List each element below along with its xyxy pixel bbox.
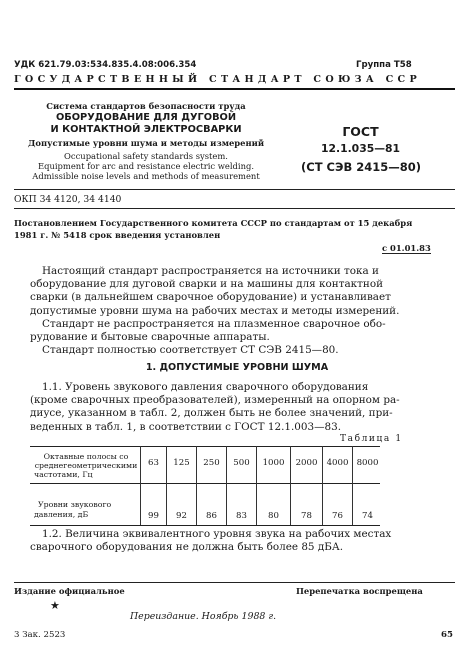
page-number: 65 bbox=[441, 630, 453, 640]
intro-p1-line: сварки (в дальнейшем сварочное оборудование) и устанавливает bbox=[30, 291, 391, 304]
row-header-line: Октавные полосы со bbox=[43, 452, 129, 461]
paragraph-1-1 bbox=[30, 381, 444, 434]
frequency-cell: 250 bbox=[203, 458, 220, 468]
reissue-note: Переиздание. Ноябрь 1988 г. bbox=[130, 611, 277, 622]
table-caption: Таблица 1 bbox=[340, 434, 403, 444]
subtitle: Допустимые уровни шума и методы измерений bbox=[27, 138, 265, 148]
frequency-cell: 4000 bbox=[326, 458, 349, 468]
row-header-line: среднегеометрическими bbox=[34, 461, 138, 470]
level-cell: 86 bbox=[206, 511, 217, 521]
title-rule bbox=[14, 189, 455, 190]
level-cell: 99 bbox=[148, 511, 159, 521]
level-cell: 80 bbox=[268, 511, 279, 521]
effective-date: с 01.01.83 bbox=[382, 243, 431, 253]
table-middle-rule bbox=[30, 483, 380, 484]
title-line-2: И КОНТАКТНОЙ ЭЛЕКТРОСВАРКИ bbox=[50, 124, 242, 135]
frequency-cell: 1000 bbox=[262, 458, 285, 468]
section-1-heading: 1. ДОПУСТИМЫЕ УРОВНИ ШУМА bbox=[145, 362, 329, 373]
english-title-line-3: Admissible noise levels and methods of measurement bbox=[32, 171, 260, 181]
frequency-cell: 63 bbox=[148, 458, 159, 468]
official-edition: Издание официальное bbox=[14, 586, 125, 596]
table-top-rule bbox=[30, 446, 380, 447]
row-header-levels bbox=[34, 500, 138, 519]
p11-line: диусе, указанном в табл. 2, должен быть не более значений, при- bbox=[30, 407, 393, 420]
star-icon: ★ bbox=[50, 599, 60, 612]
state-standard-banner: ГОСУДАРСТВЕННЫЙ СТАНДАРТ СОЮЗА ССР bbox=[14, 74, 422, 85]
row-header-frequencies bbox=[34, 452, 138, 479]
frequency-cell: 125 bbox=[173, 458, 190, 468]
okp-rule bbox=[14, 208, 455, 209]
footer-rule bbox=[14, 582, 455, 583]
system-name: Система стандартов безопасности труда bbox=[46, 101, 246, 111]
decree-line-2: 1981 г. № 5418 срок введения установлен bbox=[14, 230, 221, 240]
intro-p2-line: Стандарт не распространяется на плазменное сварочное обо- bbox=[42, 317, 386, 330]
gost-number: 12.1.035—81 bbox=[320, 142, 401, 155]
header-rule bbox=[14, 88, 455, 90]
intro-p3: Стандарт полностью соответствует СТ СЭВ 2415—80. bbox=[42, 344, 339, 357]
title-line-1: ОБОРУДОВАНИЕ ДЛЯ ДУГОВОЙ bbox=[55, 112, 237, 123]
english-title-line-2: Equipment for arc and resistance electric welding. bbox=[37, 161, 255, 171]
paragraph-1-2 bbox=[30, 528, 444, 554]
gost-label: ГОСТ bbox=[342, 124, 379, 139]
p12-line: сварочного оборудования не должна быть более 85 дБА. bbox=[30, 541, 344, 554]
level-cell: 92 bbox=[176, 511, 187, 521]
group-code: Группа Т58 bbox=[356, 60, 412, 70]
udk-code: УДК 621.79.03:534.835.4.08:006.354 bbox=[14, 60, 197, 70]
frequency-cell: 2000 bbox=[295, 458, 318, 468]
intro-p1-line: допустимые уровни шума на рабочих местах и методы измерений. bbox=[30, 304, 400, 317]
level-cell: 76 bbox=[332, 511, 343, 521]
st-sev-number: (СТ СЭВ 2415—80) bbox=[301, 160, 421, 174]
level-cell: 83 bbox=[236, 511, 247, 521]
intro-p2-line: рудование и бытовые сварочные аппараты. bbox=[30, 331, 270, 344]
frequency-cell: 500 bbox=[233, 458, 250, 468]
table-bottom-rule bbox=[30, 525, 380, 526]
intro-p1-line: Настоящий стандарт распространяется на источники тока и bbox=[42, 265, 379, 277]
order-number: 3 Зак. 2523 bbox=[14, 630, 66, 640]
level-cell: 74 bbox=[362, 511, 373, 521]
p12-line: 1.2. Величина эквивалентного уровня звука на рабочих местах bbox=[42, 528, 392, 540]
p11-line: веденных в табл. 1, в соответствии с ГОСТ 12.1.003—83. bbox=[30, 420, 342, 433]
row-header-line: частотами, Гц bbox=[34, 470, 93, 479]
level-cell: 78 bbox=[301, 511, 312, 521]
p11-line: (кроме сварочных преобразователей), измеренный на опорном ра- bbox=[30, 394, 400, 407]
decree-line-1: Постановлением Государственного комитета СССР по стандартам от 15 декабря bbox=[14, 218, 413, 228]
okp-code: ОКП 34 4120, 34 4140 bbox=[14, 194, 122, 205]
reprint-prohibited: Перепечатка воспрещена bbox=[296, 586, 423, 596]
p11-line: 1.1. Уровень звукового давления сварочного оборудования bbox=[42, 381, 369, 393]
row-header-line: давления, дБ bbox=[34, 509, 89, 519]
frequency-cell: 8000 bbox=[356, 458, 379, 468]
intro-p1-line: оборудование для дуговой сварки и на машины для контактной bbox=[30, 278, 384, 291]
row-header-line: Уровни звукового bbox=[38, 500, 112, 509]
intro-paragraph-1 bbox=[30, 265, 444, 357]
english-title-line-1: Occupational safety standards system. bbox=[64, 151, 228, 161]
